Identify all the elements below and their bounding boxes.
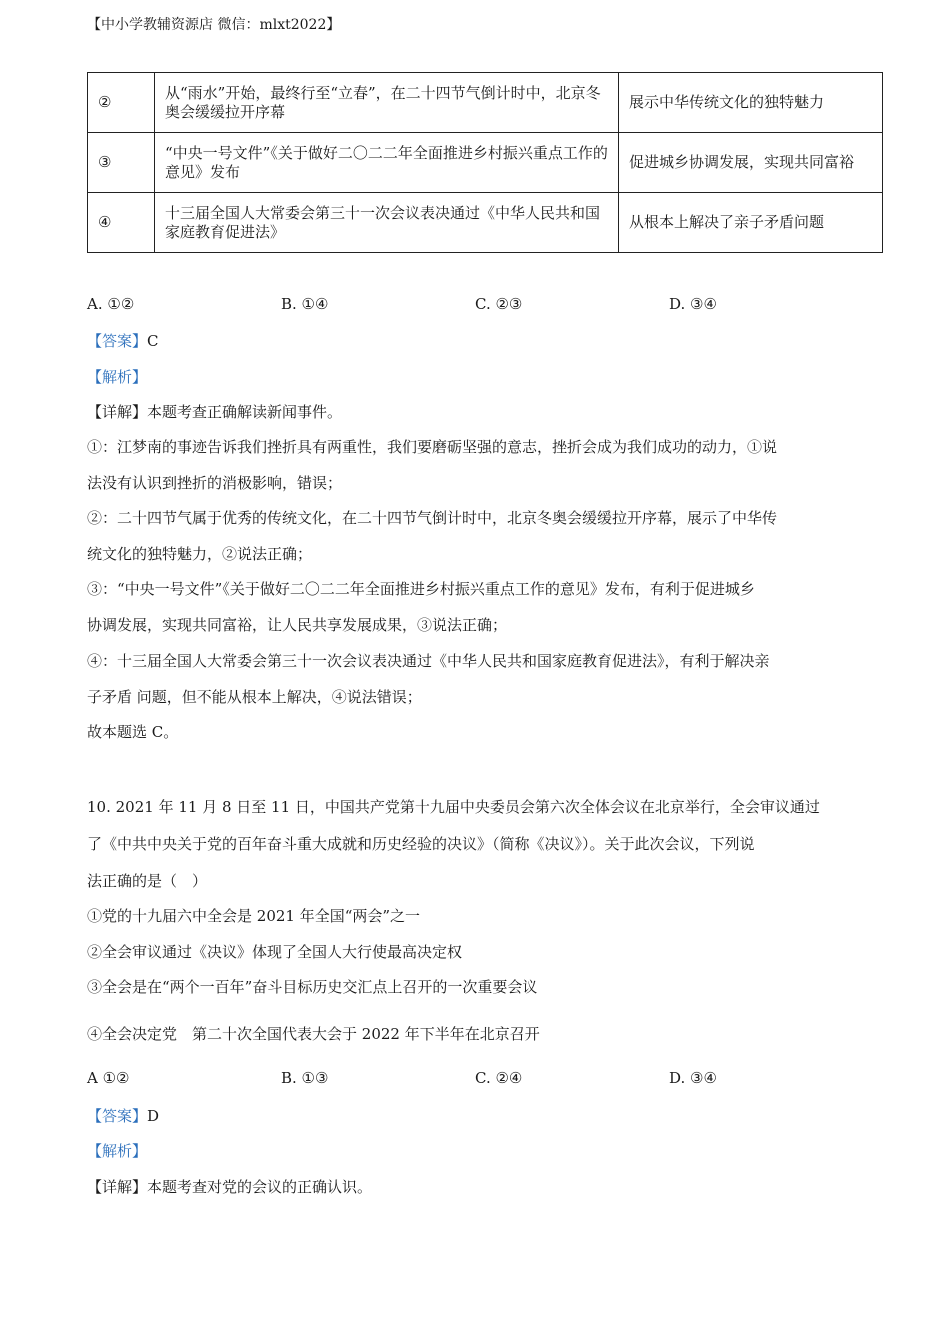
q10-answer — [87, 1105, 159, 1126]
news-events-table — [87, 72, 883, 253]
q9-detail-line: 【详解】本题考查正确解读新闻事件。 — [87, 403, 343, 421]
q9-answer — [87, 330, 159, 351]
row-number: ③ — [88, 133, 155, 193]
q9-option-d: D. ③④ — [669, 295, 717, 313]
q9-detail-line: ③：“中央一号文件”《关于做好二〇二二年全面推进乡村振兴重点工作的意见》发布，有利于促进城乡 — [87, 580, 755, 598]
row-number: ② — [88, 73, 155, 133]
q10-statement: ③全会是在“两个一百年”奋斗目标历史交汇点上召开的一次重要会议 — [87, 978, 538, 996]
q10-stem-line: 10. 2021 年 11 月 8 日至 11 日，中国共产党第十九届中央委员会第六次全体会议在北京举行，全会审议通过 — [87, 798, 820, 816]
q9-option-c: C. ②③ — [475, 295, 523, 313]
event-cell: 十三届全国人大常委会第三十一次会议表决通过《中华人民共和国家庭教育促进法》 — [155, 193, 619, 253]
q9-detail-line: 统文化的独特魅力，②说法正确； — [87, 545, 313, 563]
row-number: ④ — [88, 193, 155, 253]
table-row — [88, 193, 883, 253]
answer-value: D — [147, 1107, 160, 1125]
q10-option-b: B. ①③ — [281, 1069, 329, 1087]
meaning-cell: 从根本上解决了亲子矛盾问题 — [619, 193, 883, 253]
meaning-cell: 展示中华传统文化的独特魅力 — [619, 73, 883, 133]
q10-option-a: A ①② — [87, 1069, 130, 1087]
q9-analysis-label: 【解析】 — [87, 368, 148, 386]
q9-conclusion: 故本题选 C。 — [87, 723, 179, 741]
q9-detail-line: ①：江梦南的事迹告诉我们挫折具有两重性，我们要磨砺坚强的意志，挫折会成为我们成功的动力，①说 — [87, 438, 778, 456]
table-row — [88, 73, 883, 133]
answer-label: 【答案】 — [87, 332, 148, 350]
q9-detail-line: ④：十三届全国人大常委会第三十一次会议表决通过《中华人民共和国家庭教育促进法》，有利于解决亲 — [87, 652, 770, 670]
q10-analysis-label: 【解析】 — [87, 1142, 148, 1160]
page-header: 【中小学教辅资源店 微信：mlxt2022】 — [87, 17, 341, 33]
q9-detail-line: ②：二十四节气属于优秀的传统文化，在二十四节气倒计时中，北京冬奥会缓缓拉开序幕，展示了中华传 — [87, 509, 778, 527]
event-cell: “中央一号文件”《关于做好二〇二二年全面推进乡村振兴重点工作的意见》发布 — [155, 133, 619, 193]
q10-option-c: C. ②④ — [475, 1069, 523, 1087]
q10-statement: ②全会审议通过《决议》体现了全国人大行使最高决定权 — [87, 943, 463, 961]
q9-detail-line: 子矛盾 问题，但不能从根本上解决，④说法错误； — [87, 688, 422, 706]
meaning-cell: 促进城乡协调发展，实现共同富裕 — [619, 133, 883, 193]
q9-option-b: B. ①④ — [281, 295, 329, 313]
q9-option-a: A. ①② — [87, 295, 135, 313]
q9-detail-line: 法没有认识到挫折的消极影响，错误； — [87, 474, 343, 492]
q9-detail-line: 协调发展，实现共同富裕，让人民共享发展成果，③说法正确； — [87, 616, 508, 634]
event-cell: 从“雨水”开始，最终行至“立春”，在二十四节气倒计时中，北京冬奥会缓缓拉开序幕 — [155, 73, 619, 133]
q10-stem-line: 了《中共中央关于党的百年奋斗重大成就和历史经验的决议》（简称《决议》）。关于此次会议，下列说 — [87, 835, 755, 853]
q10-statement: ①党的十九届六中全会是 2021 年全国“两会”之一 — [87, 907, 421, 925]
q10-detail-line: 【详解】本题考查对党的会议的正确认识。 — [87, 1178, 373, 1196]
q10-stem-line: 法正确的是（ ） — [87, 872, 208, 890]
q10-statement: ④全会决定党 第二十次全国代表大会于 2022 年下半年在北京召开 — [87, 1025, 540, 1043]
table-row — [88, 133, 883, 193]
q10-option-d: D. ③④ — [669, 1069, 717, 1087]
answer-value: C — [147, 332, 159, 350]
answer-label: 【答案】 — [87, 1107, 148, 1125]
